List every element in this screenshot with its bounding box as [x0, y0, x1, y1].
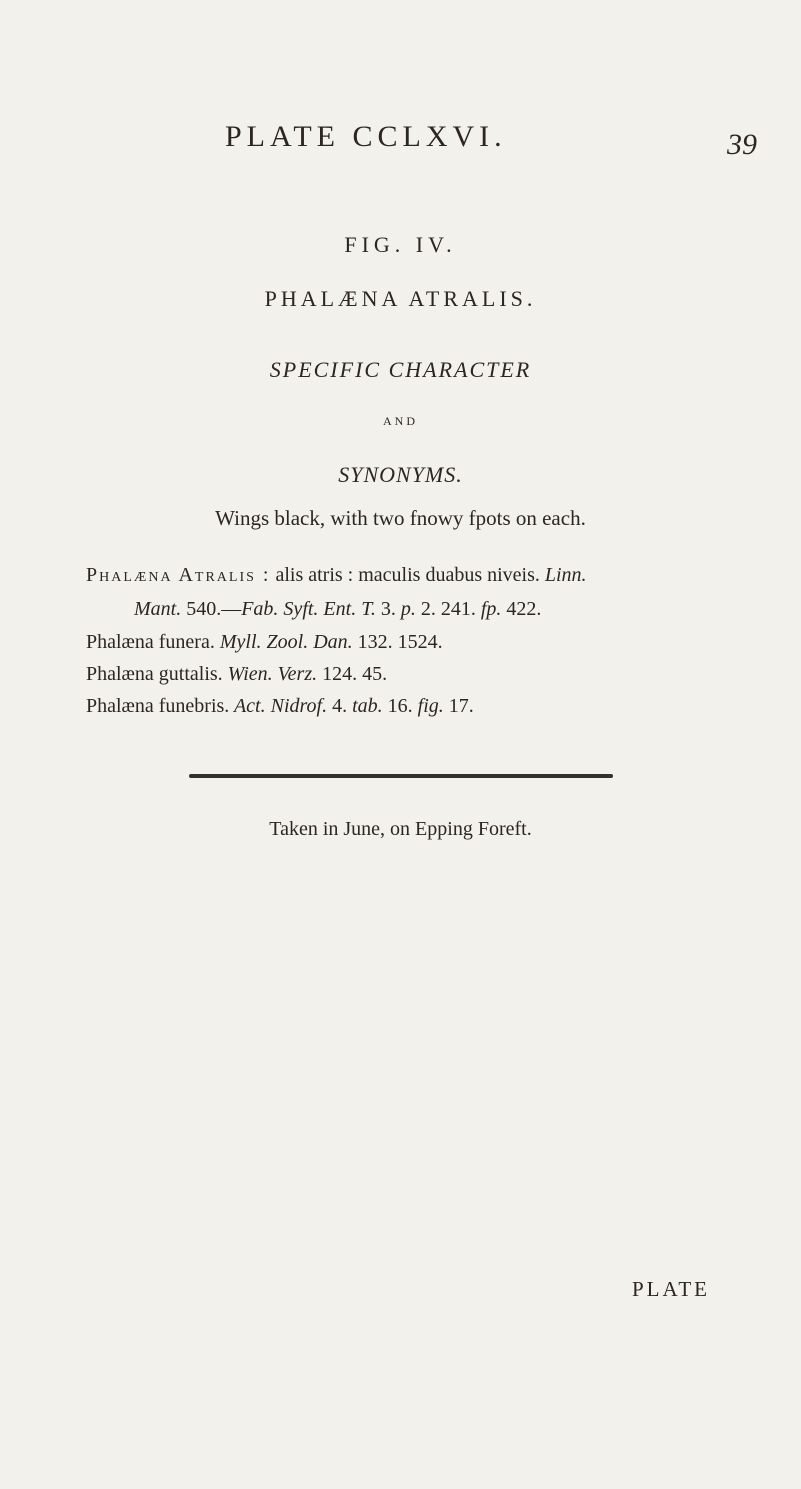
synonym-line: [86, 695, 474, 718]
collection-note: Taken in June, on Epping Foreft.: [269, 818, 532, 840]
synonym-name: Phalæna Atralis :: [86, 564, 271, 586]
synonym-text: 16.: [382, 695, 418, 717]
synonyms-heading: SYNONYMS.: [338, 462, 463, 487]
description-text: Wings black, with two fnowy fpots on each.: [215, 506, 586, 530]
divider-rule: [189, 774, 613, 778]
plate-title: PLATE CCLXVI.: [225, 120, 507, 153]
synonym-reference: fig.: [417, 695, 444, 717]
synonym-text: 540.—: [181, 598, 242, 620]
synonym-text: 3.: [375, 598, 401, 620]
synonym-reference: p.: [400, 598, 416, 620]
synonym-line: [134, 598, 541, 621]
synonym-line: [86, 564, 587, 587]
synonym-reference: Wien. Verz.: [222, 663, 318, 685]
figure-label: FIG. IV.: [344, 232, 457, 257]
synonym-line: [86, 663, 387, 686]
synonym-text: 17.: [443, 695, 474, 717]
synonym-text: 4.: [327, 695, 353, 717]
and-heading: AND: [383, 414, 418, 428]
synonym-text: 2. 241.: [415, 598, 481, 620]
synonym-reference: Linn.: [544, 564, 587, 586]
synonym-name: Phalæna funera.: [86, 631, 215, 653]
synonym-text: 422.: [501, 598, 542, 620]
synonym-line: [86, 631, 443, 654]
synonym-name: Phalæna guttalis.: [86, 663, 223, 685]
synonym-name: Phalæna funebris.: [86, 695, 230, 717]
synonym-text: 132. 1524.: [352, 631, 443, 653]
synonym-reference: Act. Nidrof.: [229, 695, 328, 717]
synonym-text: alis atris : maculis duabus niveis.: [270, 564, 545, 586]
synonym-reference: Mant.: [134, 598, 182, 620]
synonym-reference: Myll. Zool. Dan.: [214, 631, 353, 653]
catchword: PLATE: [632, 1277, 710, 1301]
synonym-reference: tab.: [352, 695, 383, 717]
synonym-text: 124. 45.: [317, 663, 388, 685]
species-title: PHALÆNA ATRALIS.: [264, 286, 537, 311]
page-number: 39: [727, 128, 757, 161]
specific-character-heading: SPECIFIC CHARACTER: [269, 357, 532, 382]
synonym-reference: Fab. Syft. Ent. T.: [241, 598, 376, 620]
synonym-reference: fp.: [480, 598, 502, 620]
